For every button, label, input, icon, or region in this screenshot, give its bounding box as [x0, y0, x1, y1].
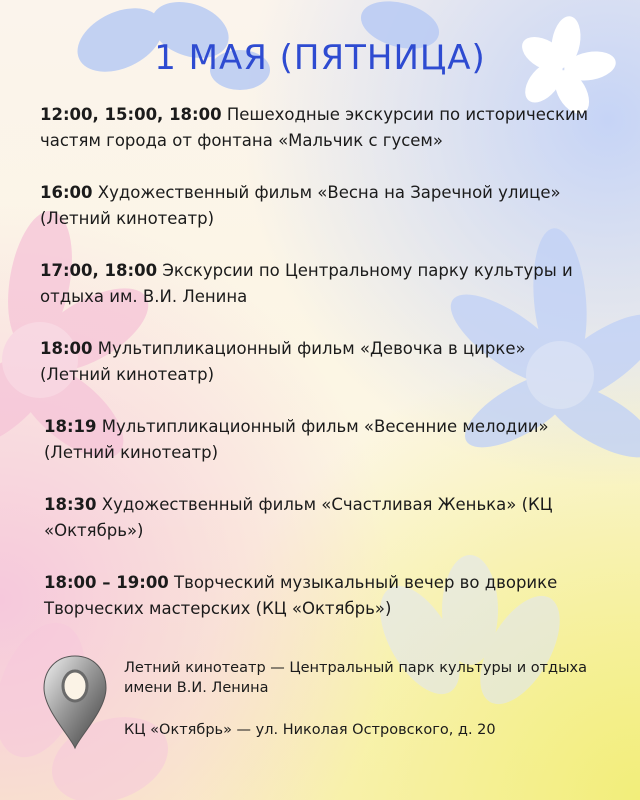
location-pin-icon [40, 652, 110, 752]
location-summer-cinema: Летний кинотеатр — Центральный парк культуры и отдыха имени В.И. Ленина [124, 660, 588, 696]
event-item [40, 102, 600, 154]
event-time: 18:00 [40, 339, 93, 358]
location-october-cc: КЦ «Октябрь» — ул. Николая Островского, д. 20 [124, 722, 496, 738]
locations-info [124, 658, 594, 762]
event-time: 18:19 [44, 417, 97, 436]
event-description: Мультипликационный фильм «Девочка в цирке» (Летний кинотеатр) [40, 339, 526, 384]
event-description: Пешеходные экскурсии по историческим частям города от фонтана «Мальчик с гусем» [40, 105, 589, 150]
event-time: 18:30 [44, 495, 97, 514]
event-item [40, 336, 600, 388]
event-time: 16:00 [40, 183, 93, 202]
event-description: Художественный фильм «Весна на Заречной улице» (Летний кинотеатр) [40, 183, 561, 228]
event-description: Экскурсии по Центральному парку культуры и отдыха им. В.И. Ленина [40, 261, 573, 306]
event-item [40, 570, 600, 622]
page-title: 1 МАЯ (ПЯТНИЦА) [154, 38, 486, 78]
event-time: 12:00, 15:00, 18:00 [40, 105, 222, 124]
event-time: 17:00, 18:00 [40, 261, 158, 280]
event-schedule [40, 102, 600, 648]
event-description: Художественный фильм «Счастливая Женька» (КЦ «Октябрь») [44, 495, 553, 540]
event-description: Творческий музыкальный вечер во дворике Творческих мастерских (КЦ «Октябрь») [44, 573, 558, 618]
event-item [40, 258, 600, 310]
event-item [40, 492, 600, 544]
event-item [40, 414, 600, 466]
event-time: 18:00 – 19:00 [44, 573, 169, 592]
event-item [40, 180, 600, 232]
event-description: Мультипликационный фильм «Весенние мелодии» (Летний кинотеатр) [44, 417, 549, 462]
